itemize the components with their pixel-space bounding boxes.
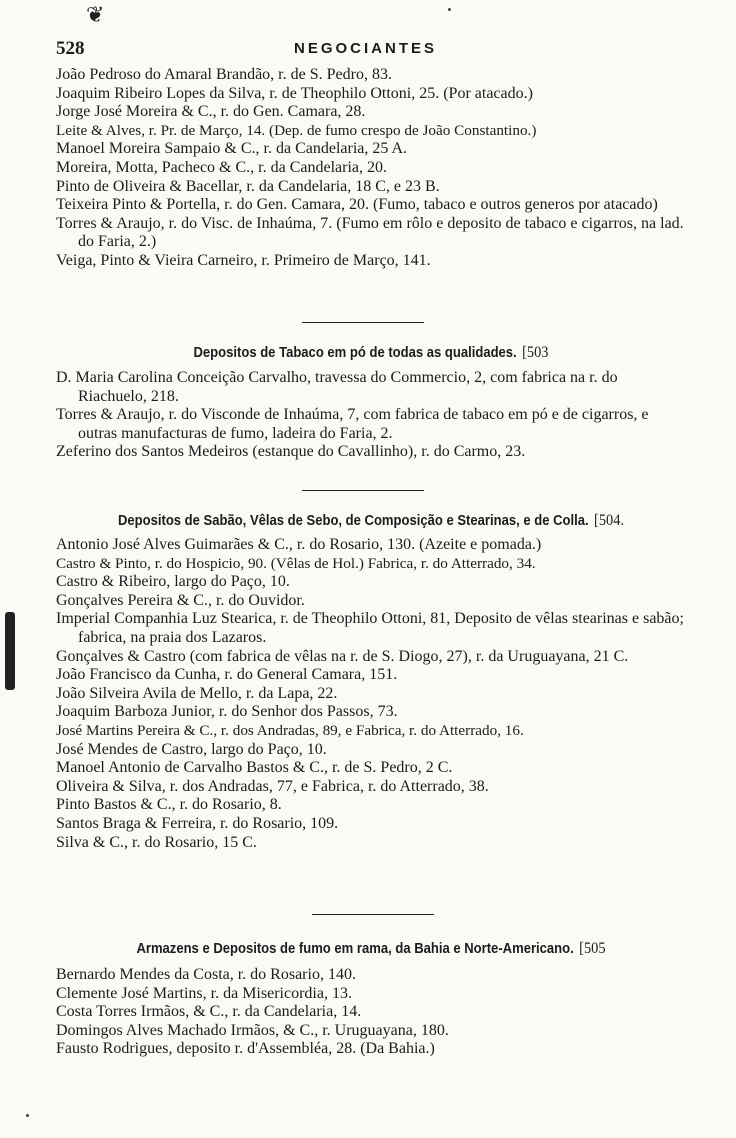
list-item: Antonio José Alves Guimarães & C., r. do Rosario, 130. (Azeite e pomada.) (56, 536, 542, 553)
list-item: Clemente José Martins, r. da Misericordia, 13. (56, 984, 352, 1002)
list-item: Castro & Ribeiro, largo do Paço, 10. (56, 573, 290, 591)
list-item: Teixeira Pinto & Portella, r. do Gen. Camara, 20. (Fumo, tabaco e outros generos por atacado) (56, 196, 658, 214)
list-item: Gonçalves & Castro (com fabrica de vêlas na r. de S. Diogo, 27), r. da Uruguayana, 21 C. (56, 647, 629, 665)
margin-ink-mark (5, 612, 15, 690)
list-item: Bernardo Mendes da Costa, r. do Rosario, 140. (56, 966, 356, 983)
list-item: João Silveira Avila de Mello, r. da Lapa, 22. (56, 684, 338, 702)
section-divider (312, 914, 434, 915)
list-item: Fausto Rodrigues, deposito r. d'Assembléa, 28. (Da Bahia.) (56, 1040, 435, 1058)
list-item: Imperial Companhia Luz Stearica, r. de Theophilo Ottoni, 81, Deposito de vêlas stearinas e sabão; fabrica, na praia dos Lazaros. (56, 610, 684, 646)
section-heading (88, 344, 655, 362)
section-divider (302, 322, 424, 323)
list-item: José Mendes de Castro, largo do Paço, 10. (56, 740, 327, 758)
list-item: D. Maria Carolina Conceição Carvalho, travessa do Commercio, 2, com fabrica na r. do Riachuelo, 218. (56, 369, 618, 405)
section-title: Armazens e Depositos de fumo em rama, da Bahia e Norte-Americano. (136, 941, 574, 957)
ink-speck (448, 8, 451, 11)
section-reference: [505 (579, 940, 606, 957)
list-item: Torres & Araujo, r. do Visconde de Inhaúma, 7, com fabrica de tabaco em pó e de cigarros, e outras manufacturas de fumo, ladeira do Faria, 2. (56, 406, 649, 442)
list-item: Pinto de Oliveira & Bacellar, r. da Candelaria, 18 C, e 23 B. (56, 177, 440, 195)
list-item: Zeferino dos Santos Medeiros (estanque do Cavallinho), r. do Carmo, 23. (56, 443, 526, 461)
list-item: Jorge José Moreira & C., r. do Gen. Camara, 28. (56, 103, 366, 121)
list-item: Leite & Alves, r. Pr. de Março, 14. (Dep. de fumo crespo de João Constantino.) (56, 121, 537, 139)
section-divider (302, 490, 424, 491)
list-item: Castro & Pinto, r. do Hospicio, 90. (Vêlas de Hol.) Fabrica, r. do Atterrado, 34. (56, 554, 536, 572)
intro-entry-list (56, 66, 686, 271)
list-item: Silva & C., r. do Rosario, 15 C. (56, 833, 257, 851)
list-item: João Francisco da Cunha, r. do General Camara, 151. (56, 666, 398, 684)
section-sabao-velas (56, 512, 686, 852)
section-reference: [503 (522, 344, 549, 361)
ink-speck (26, 1114, 29, 1117)
running-title: NEGOCIANTES (294, 40, 438, 57)
list-item: Gonçalves Pereira & C., r. do Ouvidor. (56, 591, 305, 609)
page-number: 528 (56, 38, 85, 59)
list-item: Domingos Alves Machado Irmãos, & C., r. Uruguayana, 180. (56, 1021, 449, 1039)
list-item: Joaquim Ribeiro Lopes da Silva, r. de Theophilo Ottoni, 25. (Por atacado.) (56, 84, 533, 102)
list-item: Oliveira & Silva, r. dos Andradas, 77, e Fabrica, r. do Atterrado, 38. (56, 777, 489, 795)
list-item: Costa Torres Irmãos, & C., r. da Candelaria, 14. (56, 1003, 362, 1021)
section-fumo-em-rama (56, 940, 686, 1059)
list-item: Joaquim Barboza Junior, r. do Senhor dos Passos, 73. (56, 703, 398, 721)
section-heading (88, 512, 655, 530)
list-item: João Pedroso do Amaral Brandão, r. de S. Pedro, 83. (56, 66, 392, 83)
list-item: Manoel Moreira Sampaio & C., r. da Candelaria, 25 A. (56, 140, 408, 158)
page-header (56, 38, 686, 62)
list-item: Veiga, Pinto & Vieira Carneiro, r. Primeiro de Março, 141. (56, 251, 431, 269)
list-item: Moreira, Motta, Pacheco & C., r. da Candelaria, 20. (56, 158, 388, 176)
list-item: Santos Braga & Ferreira, r. do Rosario, 109. (56, 814, 339, 832)
section-title: Depositos de Sabão, Vêlas de Sebo, de Composição e Stearinas, e de Colla. (117, 513, 589, 529)
section-reference: [504. (594, 512, 625, 529)
list-item: Pinto Bastos & C., r. do Rosario, 8. (56, 796, 282, 814)
section-heading (88, 940, 655, 958)
list-item: José Martins Pereira & C., r. dos Andradas, 89, e Fabrica, r. do Atterrado, 16. (56, 721, 524, 739)
section-title: Depositos de Tabaco em pó de todas as qualidades. (193, 345, 517, 361)
section-tabaco-em-po (56, 344, 686, 462)
printer-ornament-icon: ❦ (86, 2, 105, 27)
list-item: Torres & Araujo, r. do Visc. de Inhaúma, 7. (Fumo em rôlo e deposito de tabaco e cigarros, na lad. do Faria, 2.) (56, 214, 684, 251)
list-item: Manoel Antonio de Carvalho Bastos & C., r. de S. Pedro, 2 C. (56, 759, 453, 777)
